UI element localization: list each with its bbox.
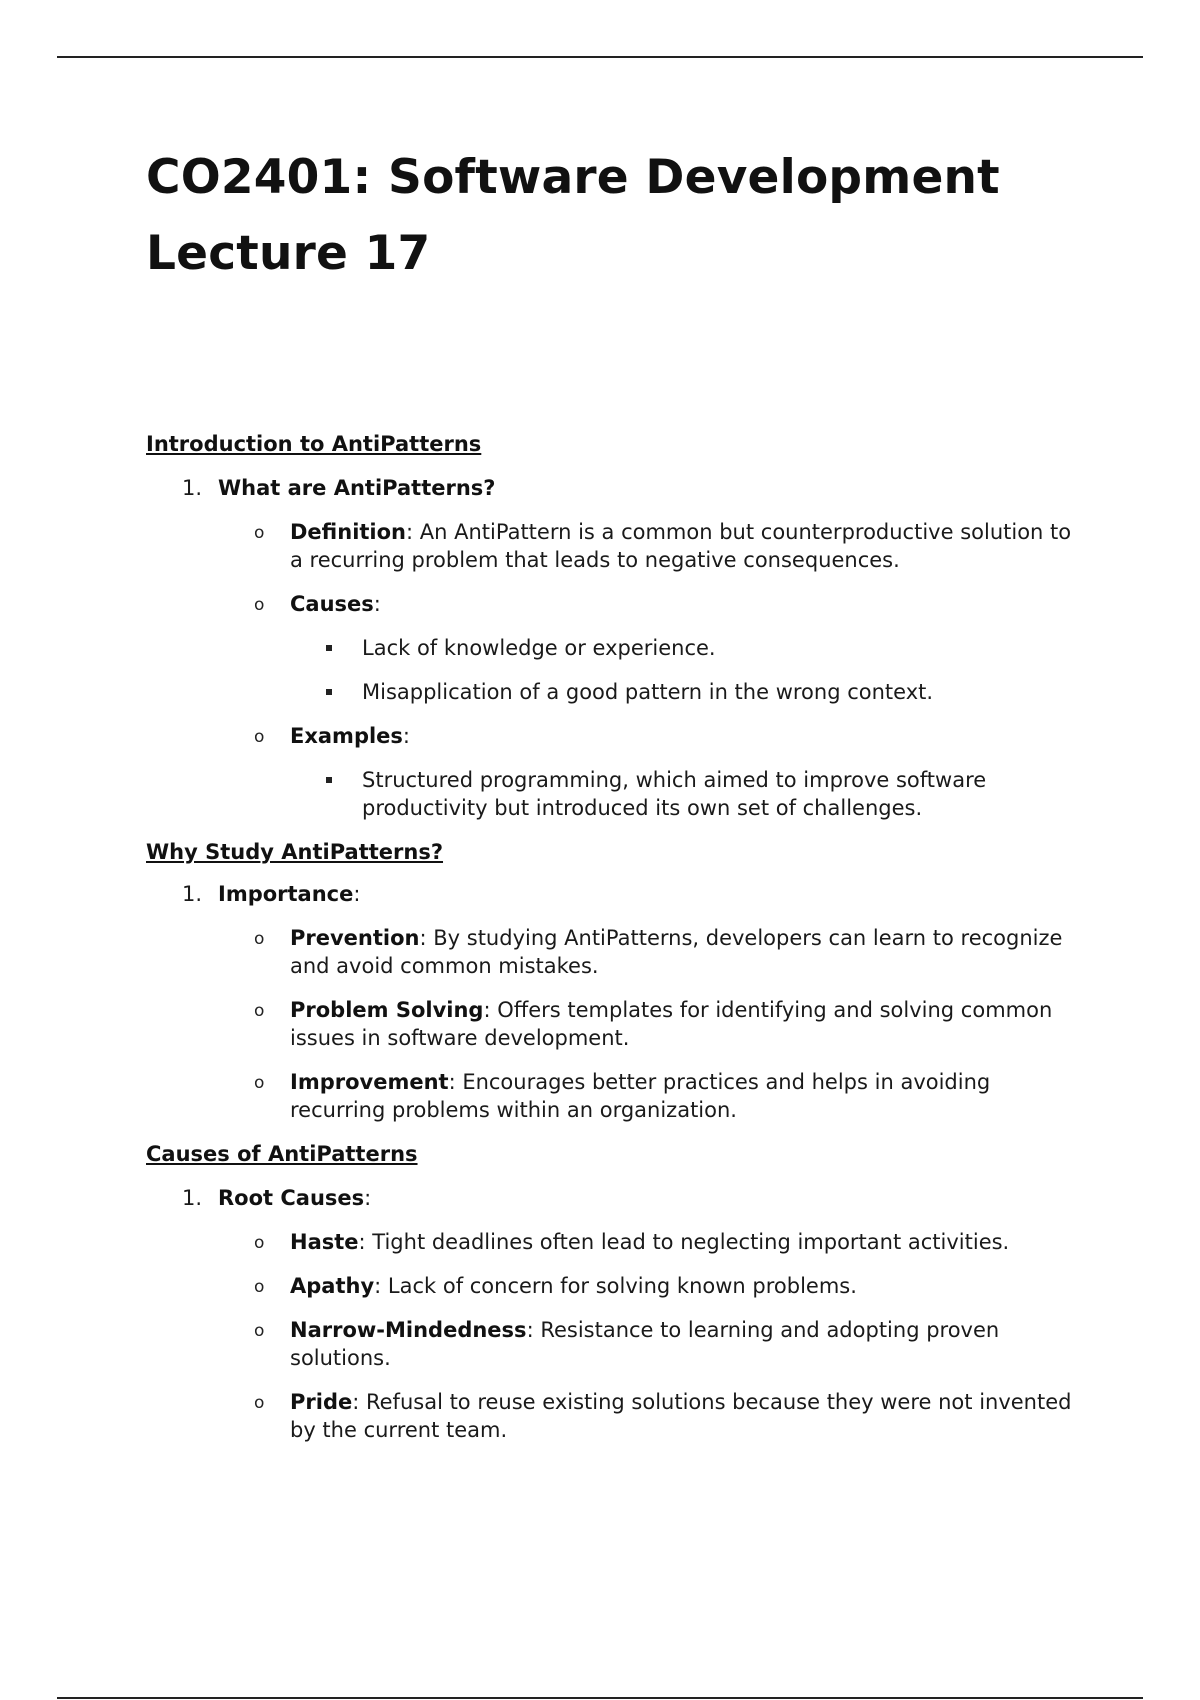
section-heading: Why Study AntiPatterns? bbox=[146, 840, 444, 864]
circle-bullet-icon: o bbox=[254, 1073, 265, 1093]
list-item-apathy bbox=[218, 1272, 1086, 1300]
title-line-2: Lecture 17 bbox=[146, 226, 431, 281]
term-text: : Lack of concern for solving known problems. bbox=[374, 1274, 857, 1298]
circle-bullet-icon: o bbox=[254, 1277, 265, 1297]
circle-bullet-icon: o bbox=[254, 523, 265, 543]
item-number: 1. bbox=[182, 882, 203, 906]
circle-bullet-icon: o bbox=[254, 1233, 265, 1253]
list-item-prevention bbox=[218, 924, 1086, 980]
term: Haste bbox=[290, 1230, 359, 1254]
term: Apathy bbox=[290, 1274, 375, 1298]
list-item bbox=[290, 678, 1086, 706]
sub-list bbox=[218, 518, 1086, 822]
item-label: Root Causes bbox=[218, 1186, 365, 1210]
square-bullet-icon bbox=[326, 645, 332, 651]
term: Pride bbox=[290, 1390, 353, 1414]
list-item-narrow-mindedness bbox=[218, 1316, 1086, 1372]
bullet-text: Lack of knowledge or experience. bbox=[362, 636, 716, 660]
numbered-list bbox=[146, 474, 1086, 822]
bullet-text: Structured programming, which aimed to improve software productivity but introduced its own set of challenges. bbox=[362, 768, 987, 820]
square-bullet-icon bbox=[326, 777, 332, 783]
term-text: : Encourages better practices and helps in avoiding recurring problems within an organization. bbox=[290, 1070, 991, 1122]
sub-list bbox=[218, 1228, 1086, 1444]
item-label: What are AntiPatterns? bbox=[218, 476, 496, 500]
bottom-divider bbox=[57, 1697, 1143, 1699]
examples-suffix: : bbox=[402, 724, 410, 748]
section-introduction bbox=[146, 430, 1086, 822]
term: Problem Solving bbox=[290, 998, 484, 1022]
numbered-list bbox=[146, 880, 1086, 1124]
list-item-definition bbox=[218, 518, 1086, 574]
term-text: : Resistance to learning and adopting proven solutions. bbox=[290, 1318, 1000, 1370]
document-title bbox=[146, 140, 1086, 292]
bullet-text: Misapplication of a good pattern in the wrong context. bbox=[362, 680, 934, 704]
list-item bbox=[290, 634, 1086, 662]
top-divider bbox=[57, 56, 1143, 58]
numbered-list bbox=[146, 1184, 1086, 1444]
causes-suffix: : bbox=[373, 592, 381, 616]
definition-text: : An AntiPattern is a common but counterproductive solution to a recurring problem that leads to negative consequences. bbox=[290, 520, 1072, 572]
causes-bullet-list bbox=[290, 634, 1086, 706]
item-label: Importance bbox=[218, 882, 354, 906]
square-bullet-icon bbox=[326, 689, 332, 695]
section-why-study bbox=[146, 838, 1086, 1124]
circle-bullet-icon: o bbox=[254, 929, 265, 949]
item-number: 1. bbox=[182, 1186, 203, 1210]
circle-bullet-icon: o bbox=[254, 1001, 265, 1021]
circle-bullet-icon: o bbox=[254, 595, 265, 615]
term-text: : Refusal to reuse existing solutions because they were not invented by the current team. bbox=[290, 1390, 1072, 1442]
numbered-item bbox=[146, 880, 1086, 1124]
term-text: : Tight deadlines often lead to neglecting important activities. bbox=[358, 1230, 1010, 1254]
circle-bullet-icon: o bbox=[254, 727, 265, 747]
item-suffix: : bbox=[364, 1186, 372, 1210]
section-heading: Introduction to AntiPatterns bbox=[146, 432, 482, 456]
list-item-haste bbox=[218, 1228, 1086, 1256]
title-line-1: CO2401: Software Development bbox=[146, 150, 1000, 205]
circle-bullet-icon: o bbox=[254, 1393, 265, 1413]
term-causes: Causes bbox=[290, 592, 374, 616]
circle-bullet-icon: o bbox=[254, 1321, 265, 1341]
document-body bbox=[146, 140, 1086, 1444]
list-item bbox=[290, 766, 1086, 822]
term: Narrow-Mindedness bbox=[290, 1318, 527, 1342]
list-item-pride bbox=[218, 1388, 1086, 1444]
term: Prevention bbox=[290, 926, 420, 950]
term-text: : Offers templates for identifying and solving common issues in software development. bbox=[290, 998, 1053, 1050]
sub-list bbox=[218, 924, 1086, 1124]
item-suffix: : bbox=[353, 882, 361, 906]
section-heading: Causes of AntiPatterns bbox=[146, 1142, 418, 1166]
term-examples: Examples bbox=[290, 724, 403, 748]
list-item-improvement bbox=[218, 1068, 1086, 1124]
numbered-item bbox=[146, 474, 1086, 822]
term-text: : By studying AntiPatterns, developers can learn to recognize and avoid common mistakes. bbox=[290, 926, 1063, 978]
list-item-causes bbox=[218, 590, 1086, 706]
list-item-examples bbox=[218, 722, 1086, 822]
term-definition: Definition bbox=[290, 520, 407, 544]
item-number: 1. bbox=[182, 476, 203, 500]
section-causes bbox=[146, 1140, 1086, 1444]
numbered-item bbox=[146, 1184, 1086, 1444]
examples-bullet-list bbox=[290, 766, 1086, 822]
term: Improvement bbox=[290, 1070, 449, 1094]
list-item-problem-solving bbox=[218, 996, 1086, 1052]
